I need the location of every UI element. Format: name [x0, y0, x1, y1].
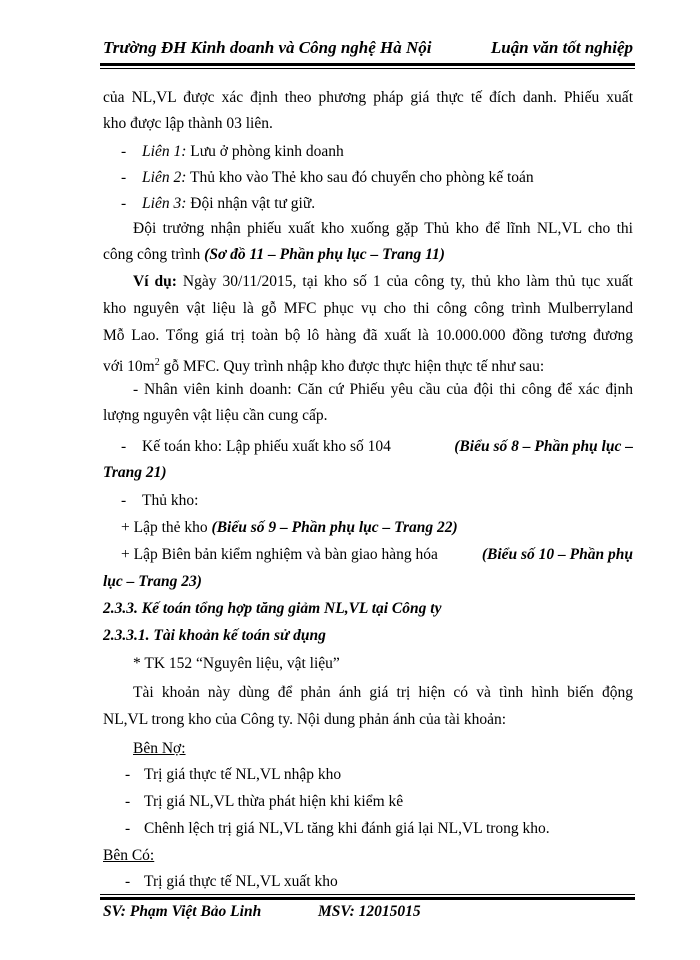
list-dash: -	[125, 793, 131, 810]
credit-side-heading: Bên Có:	[103, 847, 155, 864]
section-heading-2-3-3-1: 2.3.3.1. Tài khoản kế toán sử dụng	[103, 627, 326, 644]
list-dash: -	[121, 143, 127, 160]
appendix-reference: (Biểu số 9 – Phần phụ lục – Trang 22)	[211, 519, 458, 536]
footer-student-id: MSV: 12015015	[318, 903, 421, 920]
paragraph-line: lượng nguyên vật liệu cần cung cấp.	[103, 407, 328, 424]
header-rule-thin	[100, 68, 635, 69]
list-dash: -	[121, 492, 127, 509]
list-item-thu-kho: - Thủ kho:	[121, 492, 199, 509]
list-item-debit: - Trị giá thực tế NL,VL nhập kho	[125, 766, 342, 783]
debit-side-heading: Bên Nợ:	[133, 740, 186, 757]
list-dash: -	[121, 195, 127, 212]
list-item-lien-1: - Liên 1: Lưu ở phòng kinh doanh	[121, 143, 344, 160]
paragraph-line: Tài khoản này dùng để phản ánh giá trị hiện có và tình hình biến động	[133, 684, 633, 701]
paragraph-line: Ví dụ: Ngày 30/11/2015, tại kho số 1 của công ty, thủ kho làm thủ tục xuất	[133, 273, 633, 290]
list-dash: -	[121, 169, 127, 186]
list-item-ke-toan-kho: - Kế toán kho: Lập phiếu xuất kho số 104 (Biểu số 8 – Phần phụ lục –	[121, 438, 633, 455]
list-item-bien-ban: + Lập Biên bản kiểm nghiệm và bàn giao hàng hóa (Biểu số 10 – Phần phụ	[121, 546, 633, 563]
account-title: * TK 152 “Nguyên liệu, vật liệu”	[133, 655, 340, 672]
header-school: Trường ĐH Kinh doanh và Công nghệ Hà Nội	[103, 38, 432, 57]
appendix-reference: (Biểu số 8 – Phần phụ lục –	[454, 438, 633, 455]
appendix-reference: lục – Trang 23)	[103, 573, 202, 590]
list-dash: -	[125, 873, 131, 890]
list-item-debit: - Chênh lệch trị giá NL,VL tăng khi đánh giá lại NL,VL trong kho.	[125, 820, 550, 837]
list-dash: -	[121, 438, 127, 455]
paragraph-line: Đội trưởng nhận phiếu xuất kho xuống gặp Thủ kho để lĩnh NL,VL cho thi	[133, 220, 633, 237]
header-doc-type: Luận văn tốt nghiệp	[490, 38, 633, 57]
list-item-the-kho: + Lập thẻ kho (Biểu số 9 – Phần phụ lục – Trang 22)	[121, 519, 458, 536]
page-footer	[103, 903, 421, 921]
list-item-lien-3: - Liên 3: Đội nhận vật tư giữ.	[121, 195, 316, 212]
appendix-reference: (Biểu số 10 – Phần phụ	[481, 546, 633, 563]
footer-rule-thick	[100, 897, 635, 900]
paragraph-line: kho được lập thành 03 liên.	[103, 115, 273, 132]
paragraph-line: Mỗ Lao. Tổng giá trị toàn bộ lô hàng đã xuất là 10.000.000 đồng tương đương	[103, 327, 633, 344]
appendix-reference: (Sơ đồ 11 – Phần phụ lục – Trang 11)	[204, 246, 445, 263]
paragraph-line: công công trình (Sơ đồ 11 – Phần phụ lục – Trang 11)	[103, 246, 445, 263]
paragraph-line: NL,VL trong kho của Công ty. Nội dung phản ánh của tài khoản:	[103, 711, 507, 728]
footer-rule-thin	[100, 894, 635, 895]
list-dash: -	[125, 766, 131, 783]
list-item-credit: - Trị giá thực tế NL,VL xuất kho	[125, 873, 338, 890]
list-dash: -	[125, 820, 131, 837]
paragraph-line: kho nguyên vật liệu là gỗ MFC phục vụ cho thi công công trình Mulberryland	[103, 300, 633, 317]
page-header	[103, 38, 633, 62]
appendix-reference: Trang 21)	[103, 464, 167, 481]
list-item-debit: - Trị giá NL,VL thừa phát hiện khi kiểm kê	[125, 793, 404, 810]
header-rule-thick	[100, 63, 635, 66]
paragraph-line: của NL,VL được xác định theo phương pháp giá thực tế đích danh. Phiếu xuất	[103, 89, 633, 106]
paragraph-line: - Nhân viên kinh doanh: Căn cứ Phiếu yêu cầu của đội thi công để xác định	[133, 381, 633, 398]
paragraph-line: với $10m^2$ gỗ MFC. Quy trình nhập kho được thực hiện thực tế như sau:	[103, 357, 545, 376]
list-item-lien-2: - Liên 2: Thủ kho vào Thẻ kho sau đó chuyển cho phòng kế toán	[121, 169, 534, 186]
footer-student-name: SV: Phạm Việt Bảo Linh	[103, 903, 262, 920]
section-heading-2-3-3: 2.3.3. Kế toán tổng hợp tăng giảm NL,VL tại Công ty	[103, 600, 442, 617]
